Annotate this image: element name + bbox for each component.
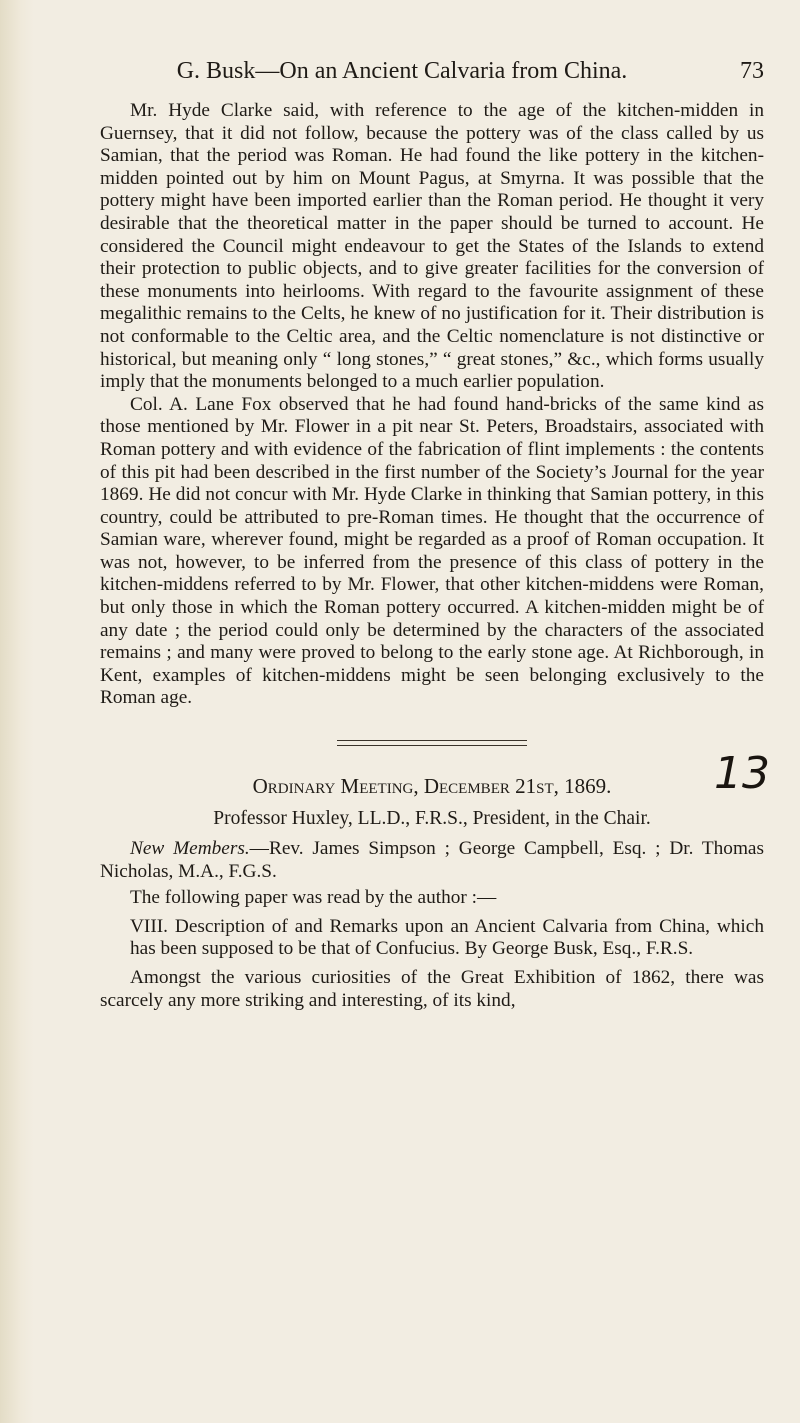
new-members — [100, 838, 764, 883]
section-divider-top — [337, 740, 527, 741]
page-body — [100, 100, 770, 1012]
paper-title: VIII. Description of and Remarks upon an Ancient Calvaria from China, which has been supposed to be that of Confucius. By George Busk, Esq., F.R.S. — [130, 915, 764, 960]
paragraph-amongst: Amongst the various curiosities of the Great Exhibition of 1862, there was scarcely any more striking and interesting, of its kind, — [100, 967, 764, 1011]
paragraph-lane-fox: Col. A. Lane Fox observed that he had found hand-bricks of the same kind as those mentioned by Mr. Flower in a pit near St. Peters, Broadstairs, associated with Roman pottery and with evidence of the fabrication of flint implements : the contents of this pit had been described in the first number of the Society’s Journal for the year 1869. He did not concur with Mr. Hyde Clarke in thinking that Samian pottery, in this country, could be attributed to pre-Roman times. He thought that the occurrence of Samian ware, wherever found, might be regarded as a proof of Roman occupation. It was not, however, to be inferred from the presence of this class of pottery in the kitchen-middens referred to by Mr. Flower, that other kitchen-middens were Roman, but only those in which the Roman pottery occurred. A kitchen-midden might be of any date ; the period could only be determined by the characters of the associated remains ; and many were proved to belong to the early stone age. At Richborough, in Kent, examples of kitchen-middens might be seen belonging exclusively to the Roman age. — [100, 393, 764, 709]
page-number: 73 — [740, 58, 764, 84]
section-divider-bottom — [337, 745, 527, 746]
handwritten-mark: 13 — [714, 748, 770, 800]
following-line: The following paper was read by the author :— — [130, 887, 497, 909]
running-head — [100, 56, 764, 86]
new-members-label: New Members. — [130, 838, 250, 860]
chair-line: Professor Huxley, LL.D., F.R.S., President, in the Chair. — [213, 808, 651, 830]
page-gutter-shadow — [0, 0, 34, 1423]
meeting-heading-block — [100, 748, 770, 800]
paragraph-hyde-clarke: Mr. Hyde Clarke said, with reference to the age of the kitchen-midden in Guernsey, that it did not follow, because the pottery was of the class called by us Samian, that the period was Roman. He had found the like pottery in the kitchen-midden pointed out by him on Mount Pagus, at Smyrna. It was possible that the pottery might have been imported earlier than the Roman period. He thought it very desirable that the theoretical matter in the paper should be turned to account. He considered the Council might endeavour to get the States of the Islands to extend their protection to public objects, and to give greater facilities for the conversion of these monuments into heirlooms. With regard to the favourite assignment of these megalithic remains to the Celts, he knew of no justification for it. Their distribution is not conformable to the Celtic area, and the Celtic nomenclature is not distinctive or historical, but meaning only “ long stones,” “ great stones,” &c., which forms usually imply that the monuments belonged to a much earlier population. — [100, 100, 764, 393]
meeting-heading: Ordinary Meeting, December 21st, 1869. — [252, 774, 612, 799]
new-members-list: —Rev. James Simpson ; George Campbell, Esq. ; Dr. Thomas Nicholas, M.A., F.G.S. — [100, 838, 764, 882]
running-head-title: G. Busk—On an Ancient Calvaria from China. — [176, 58, 628, 84]
